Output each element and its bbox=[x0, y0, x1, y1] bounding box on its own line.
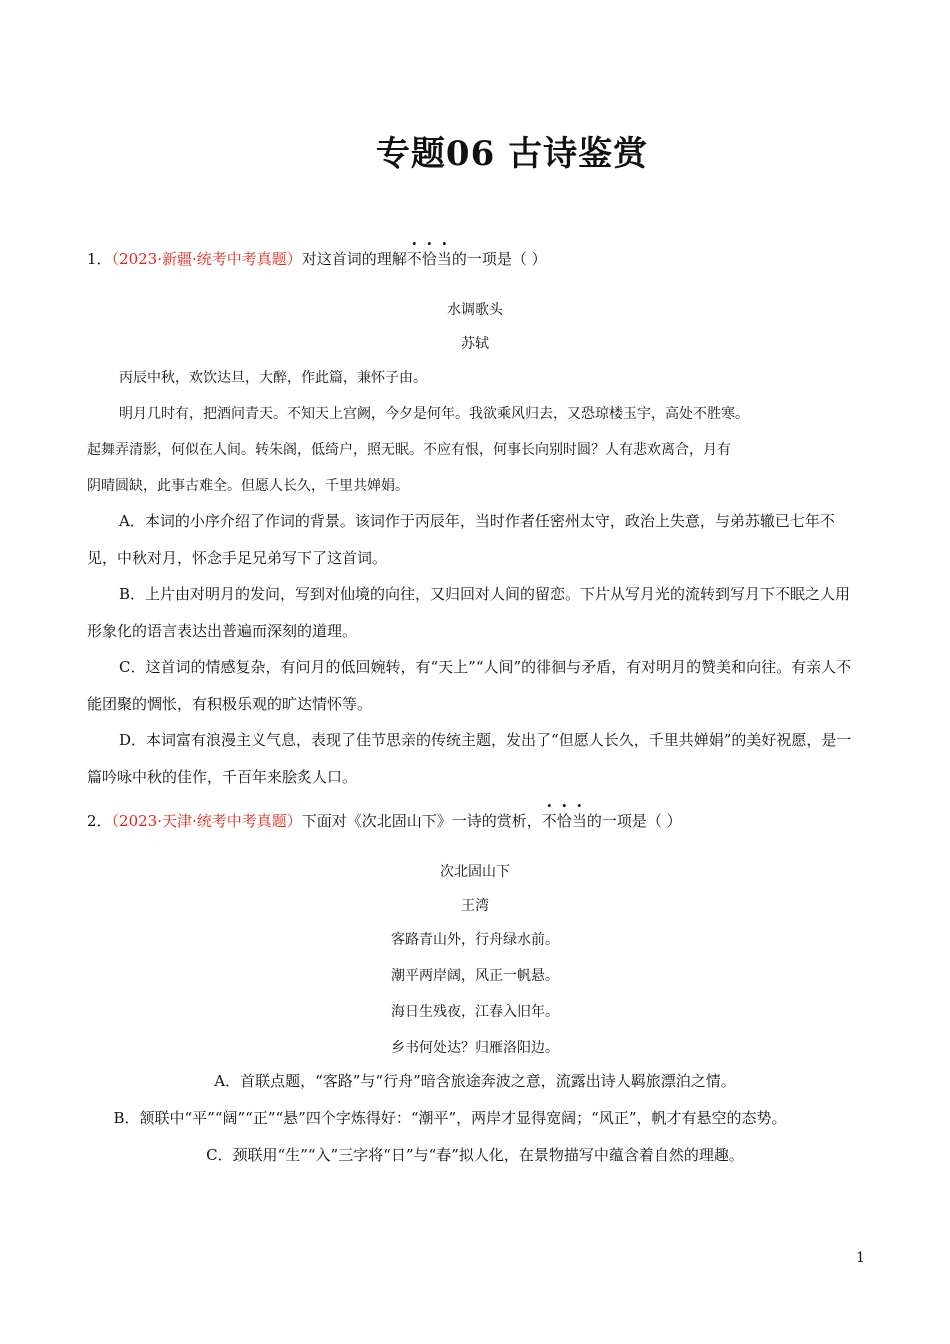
emphasis-char: 恰 bbox=[556, 812, 572, 830]
poem-title: 次北固山下 bbox=[440, 864, 510, 880]
emphasis-char: 不 bbox=[541, 812, 557, 830]
question-source: （2023·天津·统考中考真题） bbox=[111, 812, 302, 830]
question-1-options bbox=[87, 503, 863, 795]
poem-line: 丙辰中秋，欢饮达旦，大醉，作此篇，兼怀子由。 bbox=[119, 370, 427, 386]
poem-line: 潮平两岸阔，风正一帆悬。 bbox=[391, 968, 559, 984]
option-a: A．首联点题，“客路”与“行舟”暗含旅途奔波之意，流露出诗人羁旅漂泊之情。 bbox=[214, 1072, 736, 1090]
poem-line: 阴晴圆缺，此事古难全。但愿人长久，千里共婵娟。 bbox=[87, 478, 409, 494]
option-b: B．颔联中“平”“阔”“正”“悬”四个字炼得好：“潮平”，两岸才显得宽阔；“风正”，帆才有悬空的态势。 bbox=[113, 1109, 787, 1127]
poem-line: 明月几时有，把酒问青天。不知天上宫阙，今夕是何年。我欲乘风归去，又恐琼楼玉宇，高处不胜寒。 bbox=[119, 406, 749, 422]
poem-line: 客路青山外，行舟绿水前。 bbox=[391, 932, 559, 948]
stem-text: 下面对《次北固山下》一诗的赏析， bbox=[301, 812, 542, 830]
document-title: 专题06 古诗鉴赏 bbox=[375, 134, 649, 174]
poem-body bbox=[87, 360, 863, 504]
emphasis-char: 不 bbox=[406, 250, 422, 268]
poem-author: 苏轼 bbox=[461, 336, 489, 352]
poem-line: 乡书何处达？归雁洛阳边。 bbox=[391, 1040, 559, 1056]
poem-author: 王湾 bbox=[461, 898, 489, 914]
poem-line: 海日生残夜，江春入旧年。 bbox=[391, 1004, 559, 1020]
poem-title: 水调歌头 bbox=[447, 302, 503, 318]
stem-text: 的一项是（ ） bbox=[586, 812, 682, 830]
question-source: （2023·新疆·统考中考真题） bbox=[111, 250, 302, 268]
poem-body bbox=[87, 922, 863, 1066]
question-number: 2． bbox=[87, 812, 112, 830]
option-c: C．这首词的情感复杂，有问月的低回婉转，有“天上”“人间”的徘徊与矛盾，有对明月的赞美和向往。有亲人不能团聚的惆怅，有积极乐观的旷达情怀等。 bbox=[87, 658, 852, 713]
option-a: A．本词的小序介绍了作词的背景。该词作于丙辰年，当时作者任密州太守，政治上失意，与弟苏辙已七年不见，中秋对月，怀念手足兄弟写下了这首词。 bbox=[87, 512, 835, 567]
question-2-stem bbox=[87, 810, 682, 831]
emphasis-char: 恰 bbox=[421, 250, 437, 268]
option-d: D．本词富有浪漫主义气息，表现了佳节思亲的传统主题，发出了“但愿人长久，千里共婵娟”的美好祝愿，是一篇吟咏中秋的佳作，千百年来脍炙人口。 bbox=[87, 731, 852, 786]
question-1-stem bbox=[87, 248, 547, 269]
poem-line: 起舞弄清影，何似在人间。转朱阁，低绮户，照无眠。不应有恨，何事长向别时圆？人有悲欢离合，月有 bbox=[87, 442, 731, 458]
stem-text: 的一项是（ ） bbox=[451, 250, 547, 268]
page-number: 1 bbox=[856, 1250, 865, 1266]
question-2-options bbox=[87, 1063, 863, 1174]
question-number: 1． bbox=[87, 250, 112, 268]
stem-text: 对这首词的理解 bbox=[301, 250, 407, 268]
option-c: C．颈联用“生”“入”三字将“日”与“春”拟人化，在景物描写中蕴含着自然的理趣。 bbox=[206, 1146, 744, 1164]
emphasis-char: 当 bbox=[571, 812, 587, 830]
emphasis-char: 当 bbox=[436, 250, 452, 268]
option-b: B．上片由对明月的发问，写到对仙境的向往，又归回对人间的留恋。下片从写月光的流转到写月下不眠之人用形象化的语言表达出普遍而深刻的道理。 bbox=[87, 585, 851, 640]
